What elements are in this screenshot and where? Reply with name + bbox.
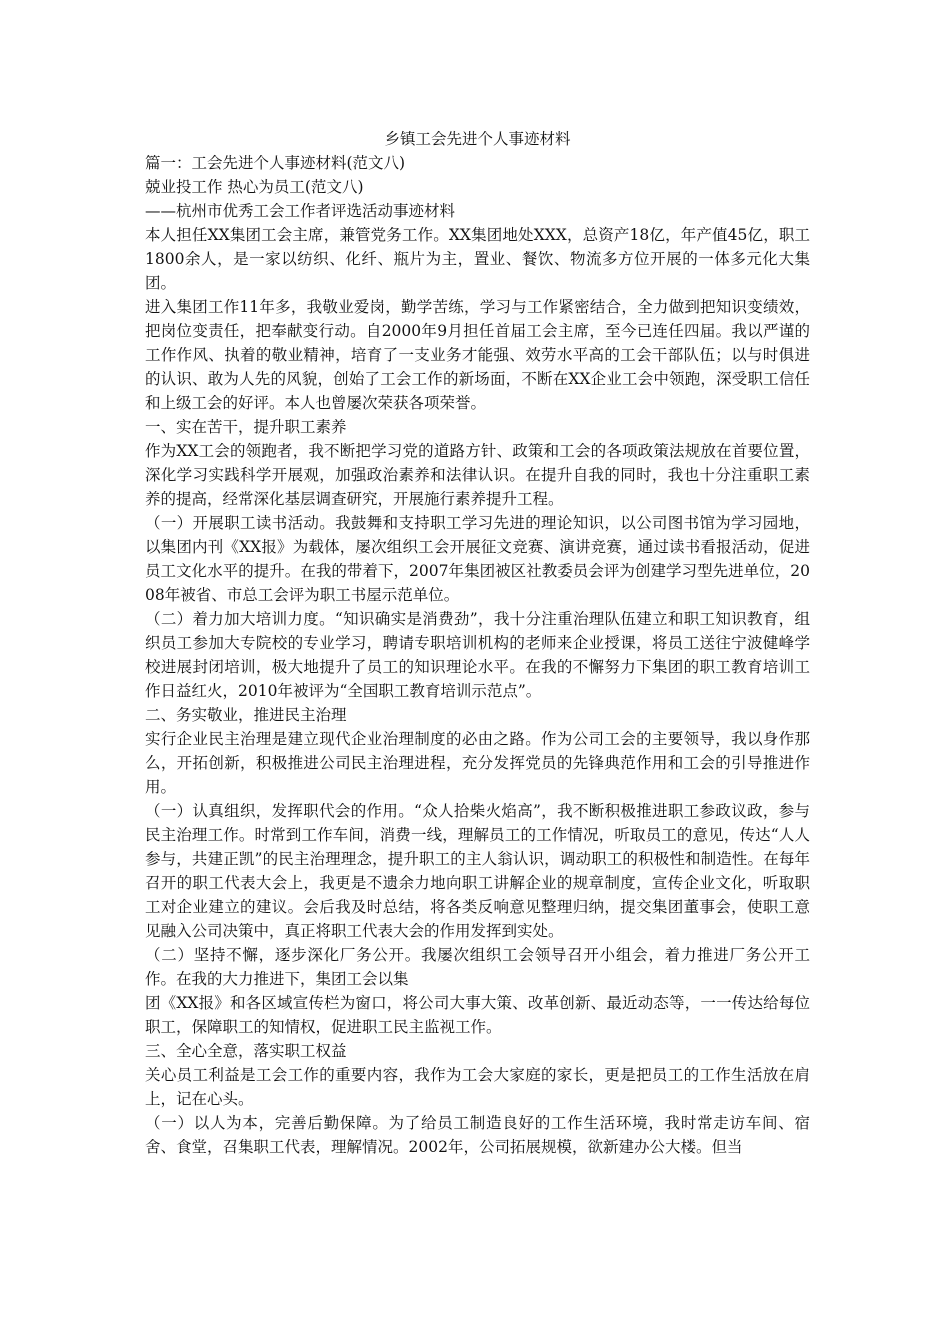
paragraph-logistics: （一）以人为本，完善后勤保障。为了给员工制造良好的工作生活环境，我时常走访车间、宿舍、食堂，召集职工代表，理解情况。2002年，公司拓展规模，欲新建办公大楼。但当 bbox=[145, 1114, 810, 1156]
section-heading-1: 一、实在苦干，提升职工素养 bbox=[145, 418, 347, 436]
section-heading-2: 二、务实敬业，推进民主治理 bbox=[145, 706, 347, 724]
paragraph-reading: （一）开展职工读书活动。我鼓舞和支持职工学习先进的理论知识，以公司图书馆为学习园地，以集团内刊《XX报》为载体，屡次组织工会开展征文竞赛、演讲竞赛，通过读书看报活动，促进员工文化水平的提升。在我的带着下，2007年集团被区社教委员会评为创建学习型先进单位，2008年被省、市总工会评为职工书屋示范单位。 bbox=[145, 514, 810, 604]
heading-event: ——杭州市优秀工会工作者评选活动事迹材料 bbox=[145, 202, 456, 220]
heading-part-one: 篇一：工会先进个人事迹材料(范文八) bbox=[145, 154, 406, 172]
paragraph-intro: 本人担任XX集团工会主席，兼管党务工作。XX集团地处XXX，总资产18亿，年产值45亿，职工1800余人，是一家以纺织、化纤、瓶片为主，置业、餐饮、物流多方位开展的一体多元化大集团。 bbox=[145, 226, 810, 292]
paragraph-care: 关心员工利益是工会工作的重要内容，我作为工会大家庭的家长，更是把员工的工作生活放在肩上，记在心头。 bbox=[145, 1066, 810, 1108]
paragraph-openness-cont: 团《XX报》和各区域宣传栏为窗口，将公司大事大策、改革创新、最近动态等，一一传达给每位职工，保障职工的知情权，促进职工民主监视工作。 bbox=[145, 994, 810, 1036]
section-heading-3: 三、全心全意，落实职工权益 bbox=[145, 1042, 347, 1060]
paragraph-study: 作为XX工会的领跑者，我不断把学习党的道路方针、政策和工会的各项政策法规放在首要位置，深化学习实践科学开展观，加强政治素养和法律认识。在提升自我的同时，我也十分注重职工素养的提高，经常深化基层调查研究，开展施行素养提升工程。 bbox=[145, 442, 810, 508]
paragraph-openness: （二）坚持不懈，逐步深化厂务公开。我屡次组织工会领导召开小组会，着力推进厂务公开工作。在我的大力推进下，集团工会以集 bbox=[145, 946, 810, 988]
document-page bbox=[145, 127, 810, 1159]
paragraph-training: （二）着力加大培训力度。“知识确实是消费劲”，我十分注重治理队伍建立和职工知识教育，组织员工参加大专院校的专业学习，聘请专职培训机构的老师来企业授课，将员工送往宁波健峰学校进展封闭培训，极大地提升了员工的知识理论水平。在我的不懈努力下集团的职工教育培训工作日益红火，2010年被评为“全国职工教育培训示范点”。 bbox=[145, 610, 810, 700]
document-title: 乡镇工会先进个人事迹材料 bbox=[384, 130, 571, 148]
heading-subtitle: 兢业投工作 热心为员工(范文八) bbox=[145, 178, 364, 196]
paragraph-congress: （一）认真组织，发挥职代会的作用。“众人拾柴火焰高”，我不断积极推进职工参政议政，参与民主治理工作。时常到工作车间，消费一线，理解员工的工作情况，听取员工的意见，传达“人人参与，共建正凯”的民主治理理念，提升职工的主人翁认识，调动职工的积极性和制造性。在每年召开的职工代表大会上，我更是不遗余力地向职工讲解企业的规章制度，宣传企业文化，听取职工对企业建立的建议。会后我及时总结，将各类反响意见整理归纳，提交集团董事会，使职工意见融入公司决策中，真正将职工代表大会的作用发挥到实处。 bbox=[145, 802, 810, 940]
paragraph-career: 进入集团工作11年多，我敬业爱岗，勤学苦练，学习与工作紧密结合，全力做到把知识变绩效，把岗位变责任，把奉献变行动。自2000年9月担任首届工会主席，至今已连任四届。我以严谨的工作作风、执着的敬业精神，培育了一支业务才能强、效劳水平高的工会干部队伍；以与时俱进的认识、敢为人先的风貌，创始了工会工作的新场面，不断在XX企业工会中领跑，深受职工信任和上级工会的好评。本人也曾屡次荣获各项荣誉。 bbox=[145, 298, 810, 412]
paragraph-democracy: 实行企业民主治理是建立现代企业治理制度的必由之路。作为公司工会的主要领导，我以身作那么，开拓创新，积极推进公司民主治理进程，充分发挥党员的先锋典范作用和工会的引导推进作用。 bbox=[145, 730, 810, 796]
